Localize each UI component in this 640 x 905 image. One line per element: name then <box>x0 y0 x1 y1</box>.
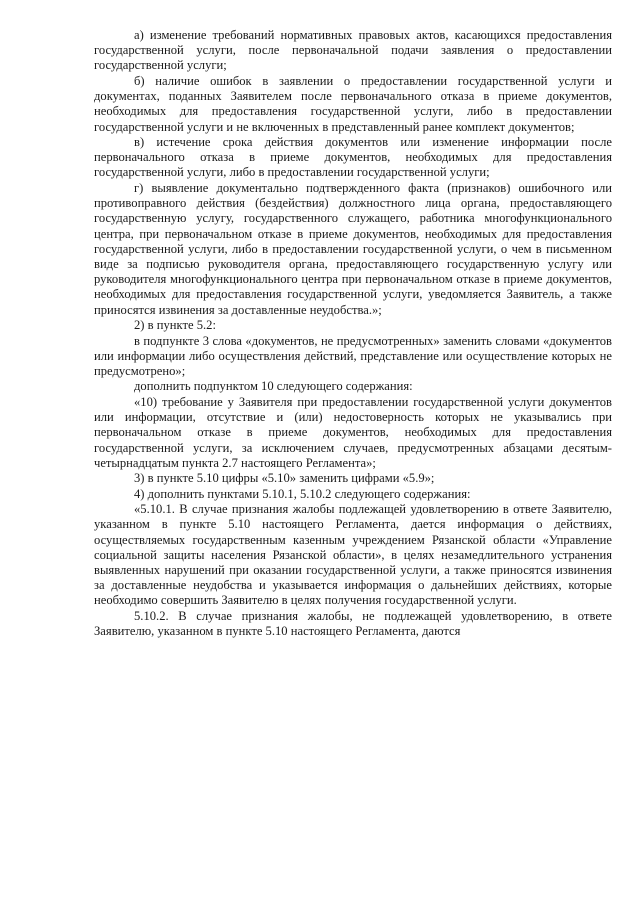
paragraph-subitem-v: в) истечение срока действия документов или изменение информации после первоначального отказа в приеме документов, необходимых для предоставления государственной услуги, либо в предоставлении государственной услуги; <box>94 135 612 180</box>
document-text <box>94 28 612 640</box>
paragraph-item-2: 2) в пункте 5.2: <box>134 318 216 333</box>
paragraph-subitem-b: б) наличие ошибок в заявлении о предоставлении государственной услуги и документах, поданных Заявителем после первоначального отказа в приеме документов, необходимых для предоставления государственной услуги, либо в предоставлении государственной услуги и не включенных в представленный ранее комплект документов; <box>94 73 612 134</box>
paragraph-5-10-2: 5.10.2. В случае признания жалобы, не подлежащей удовлетворению, в ответе Заявителю, указанном в пункте 5.10 настоящего Регламента, даются <box>94 608 612 639</box>
paragraph-add-subpoint-10: дополнить подпунктом 10 следующего содержания: <box>134 379 413 394</box>
paragraph-subpoint-10-text: «10) требование у Заявителя при предоставлении государственной услуги документов или информации, отсутствие и (или) недостоверность которых не указывались при первоначальном отказе в приеме документов, необходимых для предоставления государственной услуги, за исключением случаев, предусмотренных абзацами десятым-четырнадцатым пункта 2.7 настоящего Регламента»; <box>94 394 612 470</box>
paragraph-subpoint-3: в подпункте 3 слова «документов, не предусмотренных» заменить словами «документов или информации либо осуществления действий, представление или осуществление которых не предусмотрено»; <box>94 333 612 378</box>
paragraph-5-10-1: «5.10.1. В случае признания жалобы подлежащей удовлетворению в ответе Заявителю, указанном в пункте 5.10 настоящего Регламента, дается информация о действиях, осуществляемых государственным казенным учреждением Рязанской области «Управление социальной защиты населения Рязанской области», в целях незамедлительного устранения выявленных нарушений при оказании государственной услуги, а также приносятся извинения за доставленные неудобства и указывается информация о дальнейших действиях, которые необходимо совершить Заявителю в целях получения государственной услуги. <box>94 502 612 608</box>
paragraph-item-3: 3) в пункте 5.10 цифры «5.10» заменить цифрами «5.9»; <box>134 471 435 486</box>
paragraph-item-4: 4) дополнить пунктами 5.10.1, 5.10.2 следующего содержания: <box>134 486 471 501</box>
paragraph-subitem-g: г) выявление документально подтвержденного факта (признаков) ошибочного или противоправного действия (бездействия) должностного лица органа, предоставляющего государственную услугу, государственного служащего, работника многофункционального центра, при первоначальном отказе в приеме документов, необходимых для предоставления государственной услуги, либо в предоставлении государственной услуги, о чем в письменном виде за подписью руководителя органа, предоставляющего государственную услугу или руководителя многофункционального центра при первоначальном отказе в приеме документов, необходимых для предоставления государственной услуги, уведомляется Заявитель, а также приносятся извинения за доставленные неудобства.»; <box>94 180 612 317</box>
paragraph-subitem-a: а) изменение требований нормативных правовых актов, касающихся предоставления государственной услуги, после первоначальной подачи заявления о предоставлении государственной услуги; <box>94 28 612 73</box>
